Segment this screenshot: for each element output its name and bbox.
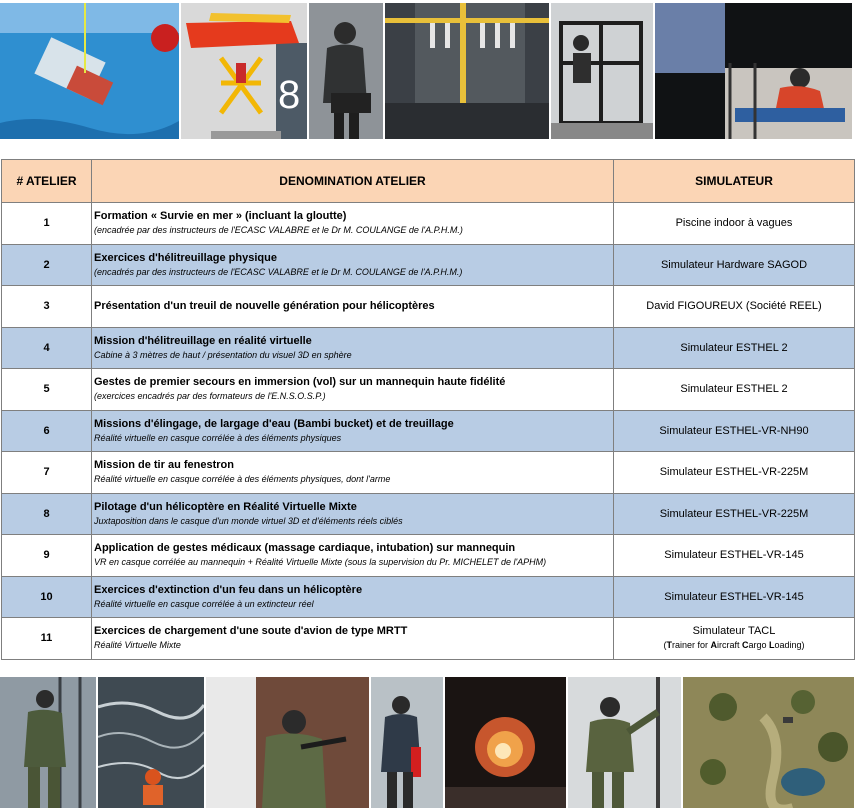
medical-vr-photo <box>655 3 852 139</box>
atelier-denomination <box>92 327 614 369</box>
atelier-simulator: Simulateur Hardware SAGOD <box>614 244 855 286</box>
simulator-frame-photo <box>551 3 653 139</box>
sea-rescue-view-photo <box>98 677 204 808</box>
aerial-terrain-photo <box>683 677 854 808</box>
vr-harness-trainee-photo <box>0 677 96 808</box>
top-photo-strip <box>0 3 856 139</box>
table-row <box>2 576 855 618</box>
atelier-subtitle: Réalité virtuelle en casque corrélée à un extincteur réel <box>94 598 314 609</box>
acronym-text: argo <box>748 640 769 651</box>
atelier-title: Formation « Survie en mer » (incluant la gloutte) <box>94 210 347 223</box>
atelier-simulator: Simulateur ESTHEL-VR-145 <box>614 576 855 618</box>
atelier-simulator: Simulateur ESTHEL 2 <box>614 327 855 369</box>
atelier-denomination <box>92 286 614 328</box>
atelier-simulator: Simulateur ESTHEL-VR-145 <box>614 535 855 577</box>
atelier-denomination <box>92 203 614 245</box>
table-header-row <box>2 160 855 203</box>
runway-simulation-photo <box>385 3 549 139</box>
atelier-simulator <box>614 618 855 660</box>
helicopter-winch-lift-photo <box>181 3 307 139</box>
vr-cargo-trainee-photo <box>568 677 681 808</box>
table-row <box>2 244 855 286</box>
atelier-subtitle: (encadrée par des instructeurs de l'ECASC VALABRE et le Dr M. COULANGE de l'A.P.H.M.) <box>94 225 463 236</box>
acronym-text: oading) <box>774 640 805 651</box>
acronym-paren: ( <box>663 640 667 651</box>
acronym-letter: T <box>666 640 672 651</box>
atelier-subtitle: Réalité virtuelle en casque corrélée à des éléments physiques <box>94 432 342 443</box>
helicopter-gunner-photo <box>206 677 369 808</box>
atelier-denomination <box>92 244 614 286</box>
atelier-denomination <box>92 493 614 535</box>
atelier-subtitle: Réalité Virtuelle Mixte <box>94 640 181 651</box>
atelier-number: 11 <box>2 618 92 660</box>
acronym-letter: C <box>741 640 749 651</box>
table-row <box>2 452 855 494</box>
atelier-denomination <box>92 535 614 577</box>
atelier-title: Gestes de premier secours en immersion (vol) sur un mannequin haute fidélité <box>94 376 506 389</box>
atelier-simulator: Piscine indoor à vagues <box>614 203 855 245</box>
atelier-denomination <box>92 410 614 452</box>
table-row <box>2 286 855 328</box>
atelier-number: 9 <box>2 535 92 577</box>
acronym-letter: L <box>769 640 775 651</box>
atelier-simulator: Simulateur ESTHEL-VR-225M <box>614 452 855 494</box>
header-denomination: DENOMINATION ATELIER <box>92 160 614 203</box>
pool-sea-survival-photo <box>0 3 179 139</box>
table-row <box>2 618 855 660</box>
ateliers-table <box>1 159 855 660</box>
atelier-subtitle: Cabine à 3 mètres de haut / présentation du visuel 3D en sphère <box>94 349 352 360</box>
atelier-denomination <box>92 618 614 660</box>
atelier-number: 3 <box>2 286 92 328</box>
atelier-title: Exercices de chargement d'une soute d'avion de type MRTT <box>94 625 408 638</box>
table-row <box>2 203 855 245</box>
table-row <box>2 369 855 411</box>
atelier-title: Mission de tir au fenestron <box>94 459 234 472</box>
acronym-letter: A <box>710 640 717 651</box>
atelier-title: Missions d'élingage, de largage d'eau (Bambi bucket) et de treuillage <box>94 417 454 430</box>
atelier-number: 8 <box>2 493 92 535</box>
atelier-title: Exercices d'extinction d'un feu dans un hélicoptère <box>94 583 363 596</box>
atelier-number: 7 <box>2 452 92 494</box>
atelier-subtitle: (exercices encadrés par des formateurs de l'E.N.S.O.S.P.) <box>94 391 326 402</box>
atelier-subtitle: (encadrés par des instructeurs de l'ECASC VALABRE et le Dr M. COULANGE de l'A.P.H.M.) <box>94 266 463 277</box>
atelier-simulator: Simulateur ESTHEL-VR-NH90 <box>614 410 855 452</box>
table-row <box>2 410 855 452</box>
atelier-title: Application de gestes médicaux (massage cardiaque, intubation) sur mannequin <box>94 542 516 555</box>
atelier-title: Pilotage d'un hélicoptère en Réalité Virtuelle Mixte <box>94 500 357 513</box>
simulator-acronym-expansion <box>614 638 854 652</box>
atelier-denomination <box>92 576 614 618</box>
atelier-subtitle: VR en casque corrélée au mannequin + Réalité Virtuelle Mixte (sous la supervision du Pr. MICHELET de l'APHM) <box>94 557 547 568</box>
atelier-title: Mission d'hélitreuillage en réalité virtuelle <box>94 334 312 347</box>
atelier-subtitle: Réalité virtuelle en casque corrélée à des éléments physiques, dont l'arme <box>94 474 391 485</box>
table-row <box>2 327 855 369</box>
atelier-number: 6 <box>2 410 92 452</box>
acronym-text: rainer for <box>671 640 711 651</box>
vr-trainee-extinguisher-photo <box>371 677 443 808</box>
atelier-number: 4 <box>2 327 92 369</box>
hangar-number-sign: 8 <box>278 73 301 117</box>
table-row <box>2 535 855 577</box>
header-atelier-number: # ATELIER <box>2 160 92 203</box>
atelier-number: 10 <box>2 576 92 618</box>
atelier-subtitle: Juxtaposition dans le casque d'un monde virtuel 3D et d'éléments réels ciblés <box>94 515 403 526</box>
atelier-number: 5 <box>2 369 92 411</box>
atelier-title: Exercices d'hélitreuillage physique <box>94 251 277 264</box>
atelier-number: 1 <box>2 203 92 245</box>
vr-trainee-controls-photo <box>309 3 383 139</box>
atelier-simulator: David FIGOUREUX (Société REEL) <box>614 286 855 328</box>
atelier-simulator: Simulateur ESTHEL-VR-225M <box>614 493 855 535</box>
header-simulateur: SIMULATEUR <box>614 160 855 203</box>
atelier-simulator: Simulateur ESTHEL 2 <box>614 369 855 411</box>
acronym-text: ircraft <box>716 640 742 651</box>
cabin-fire-vr-photo <box>445 677 566 808</box>
atelier-number: 2 <box>2 244 92 286</box>
atelier-denomination <box>92 369 614 411</box>
table-row <box>2 493 855 535</box>
bottom-photo-strip <box>0 677 856 808</box>
atelier-title: Présentation d'un treuil de nouvelle génération pour hélicoptères <box>94 300 435 313</box>
simulator-name: Simulateur TACL <box>692 625 776 638</box>
atelier-denomination <box>92 452 614 494</box>
